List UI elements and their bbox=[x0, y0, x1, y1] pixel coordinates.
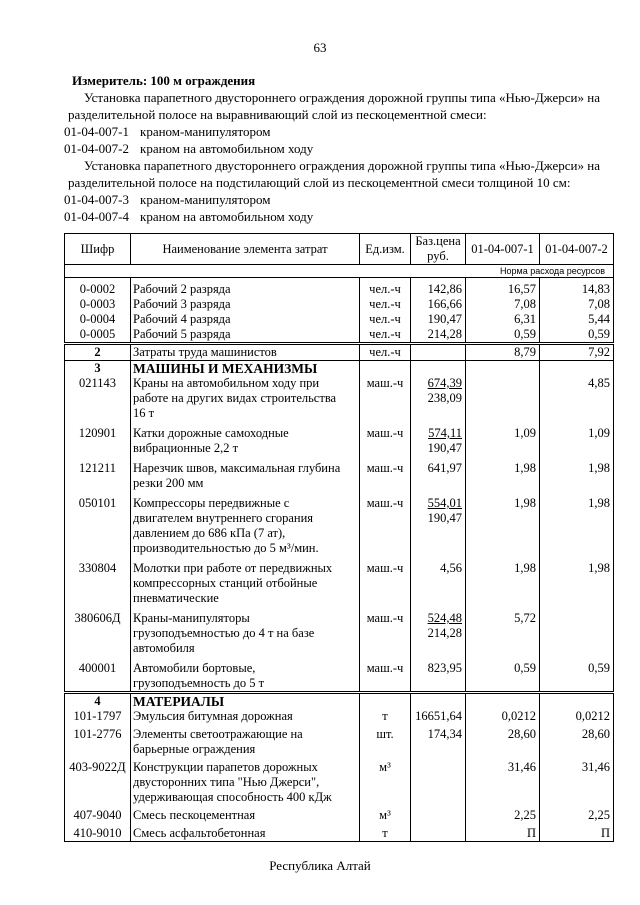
empty-cell bbox=[360, 361, 411, 377]
name-line: автомобиля bbox=[133, 641, 195, 655]
row-value-1: 6,31 bbox=[466, 312, 540, 327]
row-unit: т bbox=[360, 826, 411, 842]
row-price: 16651,64 bbox=[411, 709, 466, 727]
table-row bbox=[65, 661, 614, 693]
row-value-2: 31,46 bbox=[540, 760, 614, 808]
row-price bbox=[411, 344, 466, 361]
name-line: работе на других видах строительства bbox=[133, 391, 337, 405]
header-variant1: 01-04-007-1 bbox=[466, 234, 540, 265]
header-variant2: 01-04-007-2 bbox=[540, 234, 614, 265]
table-row bbox=[65, 709, 614, 727]
section-header-row bbox=[65, 361, 614, 377]
row-code: 330804 bbox=[65, 561, 131, 611]
row-name bbox=[131, 561, 360, 611]
name-line: двигателем внутреннего сгорания bbox=[133, 511, 314, 525]
row-value-1: 0,0212 bbox=[466, 709, 540, 727]
row-unit: маш.-ч bbox=[360, 661, 411, 693]
row-value-2: 2,25 bbox=[540, 808, 614, 826]
row-code: 0-0005 bbox=[65, 327, 131, 344]
row-code: 121211 bbox=[65, 461, 131, 496]
row-name bbox=[131, 496, 360, 561]
footer-region: Республика Алтай bbox=[269, 858, 371, 873]
table-header-row bbox=[65, 234, 614, 265]
norm-caption-row bbox=[65, 265, 614, 278]
row-value-1: 2,25 bbox=[466, 808, 540, 826]
row-value-2: 1,98 bbox=[540, 461, 614, 496]
row-name bbox=[131, 426, 360, 461]
table-row bbox=[65, 496, 614, 561]
row-price bbox=[411, 661, 466, 693]
row-name bbox=[131, 661, 360, 693]
row-unit: чел.-ч bbox=[360, 297, 411, 312]
variant-row bbox=[64, 208, 313, 225]
row-unit: м³ bbox=[360, 808, 411, 826]
name-line: Краны на автомобильном ходу при bbox=[133, 376, 320, 390]
row-value-2: 0,59 bbox=[540, 327, 614, 344]
row-value-1: П bbox=[466, 826, 540, 842]
row-price: 142,86 bbox=[411, 278, 466, 298]
table-row bbox=[65, 826, 614, 842]
name-line: Эмульсия битумная дорожная bbox=[133, 709, 293, 723]
measure-unit: Измеритель: 100 м ограждения bbox=[72, 73, 256, 88]
table-row bbox=[65, 611, 614, 661]
variant-label: краном на автомобильном ходу bbox=[140, 141, 314, 156]
variant-code: 01-04-007-2 bbox=[64, 141, 129, 156]
name-line: производительностью до 5 м³/мин. bbox=[133, 541, 319, 555]
row-unit: чел.-ч bbox=[360, 312, 411, 327]
row-value-2: 28,60 bbox=[540, 727, 614, 760]
row-name bbox=[131, 826, 360, 842]
section-number: 4 bbox=[65, 693, 131, 710]
table-row bbox=[65, 297, 614, 312]
row-code: 120901 bbox=[65, 426, 131, 461]
row-value-2: 7,08 bbox=[540, 297, 614, 312]
row-value-1: 7,08 bbox=[466, 297, 540, 312]
row-value-1 bbox=[466, 376, 540, 426]
row-price: 190,47 bbox=[411, 312, 466, 327]
price-salary: 238,09 bbox=[427, 391, 462, 405]
row-code: 403-9022Д bbox=[65, 760, 131, 808]
row-value-1: 1,98 bbox=[466, 496, 540, 561]
variant-code: 01-04-007-1 bbox=[64, 124, 129, 139]
section-number: 3 bbox=[65, 361, 131, 377]
table-row bbox=[65, 426, 614, 461]
row-price bbox=[411, 611, 466, 661]
row-name: Рабочий 5 разряда bbox=[131, 327, 360, 344]
name-line: удерживающая способность 400 кДж bbox=[133, 790, 332, 804]
row-value-2: 7,92 bbox=[540, 344, 614, 361]
variant-code: 01-04-007-3 bbox=[64, 192, 129, 207]
table-row bbox=[65, 727, 614, 760]
row-value-2: 1,98 bbox=[540, 496, 614, 561]
row-unit: м³ bbox=[360, 760, 411, 808]
row-code: 0-0003 bbox=[65, 297, 131, 312]
row-name bbox=[131, 709, 360, 727]
name-line: Нарезчик швов, максимальная глубина bbox=[133, 461, 341, 475]
row-value-2: 0,0212 bbox=[540, 709, 614, 727]
table-row bbox=[65, 327, 614, 344]
row-unit: маш.-ч bbox=[360, 376, 411, 426]
row-name: Затраты труда машинистов bbox=[131, 344, 360, 361]
name-line: 16 т bbox=[133, 406, 155, 420]
name-line: двусторонних типа "Нью Джерси", bbox=[133, 775, 320, 789]
variant-label: краном на автомобильном ходу bbox=[140, 209, 314, 224]
row-code: 050101 bbox=[65, 496, 131, 561]
row-price bbox=[411, 376, 466, 426]
name-line: давлением до 686 кПа (7 ат), bbox=[133, 526, 286, 540]
price-total: 674,39 bbox=[427, 376, 462, 390]
table-row bbox=[65, 376, 614, 426]
row-price bbox=[411, 561, 466, 611]
empty-cell bbox=[411, 361, 466, 377]
row-value-2: 1,09 bbox=[540, 426, 614, 461]
row-name bbox=[131, 760, 360, 808]
name-line: Краны-манипуляторы bbox=[133, 611, 250, 625]
variant-label: краном-манипулятором bbox=[140, 124, 271, 139]
table-body bbox=[65, 265, 614, 842]
name-line: компрессорных станций отбойные bbox=[133, 576, 318, 590]
row-code: 101-1797 bbox=[65, 709, 131, 727]
price-salary: 214,28 bbox=[427, 626, 462, 640]
row-price bbox=[411, 461, 466, 496]
page-number: 63 bbox=[313, 40, 327, 55]
name-line: барьерные ограждения bbox=[133, 742, 256, 756]
row-code: 0-0002 bbox=[65, 278, 131, 298]
row-unit: чел.-ч bbox=[360, 327, 411, 344]
name-line: вибрационные 2,2 т bbox=[133, 441, 239, 455]
table-row bbox=[65, 808, 614, 826]
variant-row bbox=[64, 123, 271, 140]
empty-cell bbox=[411, 693, 466, 710]
price-total: 574,11 bbox=[428, 426, 462, 440]
name-line: Элементы светоотражающие на bbox=[133, 727, 303, 741]
row-value-1: 0,59 bbox=[466, 327, 540, 344]
empty-cell bbox=[540, 361, 614, 377]
row-price bbox=[411, 426, 466, 461]
row-price: 166,66 bbox=[411, 297, 466, 312]
row-unit: т bbox=[360, 709, 411, 727]
row-value-2: 1,98 bbox=[540, 561, 614, 611]
header-code: Шифр bbox=[65, 234, 131, 265]
name-line: Компрессоры передвижные с bbox=[133, 496, 290, 510]
row-name bbox=[131, 461, 360, 496]
row-name: Рабочий 3 разряда bbox=[131, 297, 360, 312]
row-name bbox=[131, 376, 360, 426]
price-total: 641,97 bbox=[427, 461, 462, 475]
row-value-1: 0,59 bbox=[466, 661, 540, 693]
section-title: МАТЕРИАЛЫ bbox=[131, 693, 360, 710]
variant-code: 01-04-007-4 bbox=[64, 209, 129, 224]
group1-description: Установка парапетного двустороннего ограждения дорожной группы типа «Нью-Джерси» на разделительной полосе на выравнивающий слой из пескоцементной смеси: bbox=[68, 90, 600, 122]
row-unit: чел.-ч bbox=[360, 278, 411, 298]
row-price bbox=[411, 760, 466, 808]
row-unit: чел.-ч bbox=[360, 344, 411, 361]
table-row bbox=[65, 344, 614, 361]
row-value-2: 4,85 bbox=[540, 376, 614, 426]
row-name: Рабочий 4 разряда bbox=[131, 312, 360, 327]
table-row bbox=[65, 561, 614, 611]
price-total: 823,95 bbox=[427, 661, 462, 675]
row-name bbox=[131, 727, 360, 760]
row-unit: маш.-ч bbox=[360, 611, 411, 661]
table-row bbox=[65, 278, 614, 298]
name-line: Конструкции парапетов дорожных bbox=[133, 760, 318, 774]
row-value-1: 28,60 bbox=[466, 727, 540, 760]
row-value-1: 1,98 bbox=[466, 561, 540, 611]
row-value-2: 0,59 bbox=[540, 661, 614, 693]
header-price bbox=[411, 234, 466, 265]
row-code: 380606Д bbox=[65, 611, 131, 661]
table-row bbox=[65, 312, 614, 327]
row-price bbox=[411, 496, 466, 561]
empty-cell bbox=[540, 693, 614, 710]
row-unit: маш.-ч bbox=[360, 461, 411, 496]
name-line: Катки дорожные самоходные bbox=[133, 426, 289, 440]
variant-label: краном-манипулятором bbox=[140, 192, 271, 207]
row-code: 021143 bbox=[65, 376, 131, 426]
name-line: грузоподъемность до 5 т bbox=[133, 676, 265, 690]
row-value-1: 1,98 bbox=[466, 461, 540, 496]
name-line: Автомобили бортовые, bbox=[133, 661, 256, 675]
row-code: 101-2776 bbox=[65, 727, 131, 760]
row-code: 400001 bbox=[65, 661, 131, 693]
row-value-1: 1,09 bbox=[466, 426, 540, 461]
section-title: МАШИНЫ И МЕХАНИЗМЫ bbox=[131, 361, 360, 377]
row-code: 410-9010 bbox=[65, 826, 131, 842]
header-name: Наименование элемента затрат bbox=[131, 234, 360, 265]
name-line: резки 200 мм bbox=[133, 476, 204, 490]
row-value-2: 5,44 bbox=[540, 312, 614, 327]
row-value-2: 14,83 bbox=[540, 278, 614, 298]
row-unit: маш.-ч bbox=[360, 426, 411, 461]
variant-row bbox=[64, 140, 313, 157]
price-total: 4,56 bbox=[440, 561, 462, 575]
price-total: 554,01 bbox=[427, 496, 462, 510]
row-code: 407-9040 bbox=[65, 808, 131, 826]
row-price: 214,28 bbox=[411, 327, 466, 344]
name-line: Смесь асфальтобетонная bbox=[133, 826, 266, 840]
row-value-1: 8,79 bbox=[466, 344, 540, 361]
table-row bbox=[65, 461, 614, 496]
row-price: 174,34 bbox=[411, 727, 466, 760]
header-price-line2: руб. bbox=[427, 249, 449, 263]
row-price bbox=[411, 808, 466, 826]
row-value-1: 16,57 bbox=[466, 278, 540, 298]
row-name bbox=[131, 611, 360, 661]
empty-cell bbox=[466, 361, 540, 377]
name-line: Молотки при работе от передвижных bbox=[133, 561, 333, 575]
group2-description: Установка парапетного двустороннего ограждения дорожной группы типа «Нью-Джерси» на разделительной полосе на подстилающий слой из пескоцементной смеси толщиной 10 см: bbox=[68, 158, 600, 190]
row-value-1: 5,72 bbox=[466, 611, 540, 661]
name-line: пневматические bbox=[133, 591, 219, 605]
row-name: Рабочий 2 разряда bbox=[131, 278, 360, 298]
price-salary: 190,47 bbox=[427, 511, 462, 525]
row-name bbox=[131, 808, 360, 826]
name-line: Смесь пескоцементная bbox=[133, 808, 256, 822]
section-header-row bbox=[65, 693, 614, 710]
header-price-line1: Баз.цена bbox=[415, 234, 461, 248]
row-value-2 bbox=[540, 611, 614, 661]
row-unit: шт. bbox=[360, 727, 411, 760]
price-salary: 190,47 bbox=[427, 441, 462, 455]
header-unit: Ед.изм. bbox=[360, 234, 411, 265]
variant-row bbox=[64, 191, 271, 208]
resource-table bbox=[64, 233, 614, 842]
row-code: 0-0004 bbox=[65, 312, 131, 327]
table-row bbox=[65, 760, 614, 808]
row-value-1: 31,46 bbox=[466, 760, 540, 808]
row-price bbox=[411, 826, 466, 842]
price-total: 524,48 bbox=[427, 611, 462, 625]
norm-caption: Норма расхода ресурсов bbox=[65, 265, 614, 278]
row-value-2: П bbox=[540, 826, 614, 842]
name-line: грузоподъемностью до 4 т на базе bbox=[133, 626, 315, 640]
empty-cell bbox=[466, 693, 540, 710]
row-unit: маш.-ч bbox=[360, 496, 411, 561]
row-unit: маш.-ч bbox=[360, 561, 411, 611]
row-code: 2 bbox=[65, 344, 131, 361]
empty-cell bbox=[360, 693, 411, 710]
